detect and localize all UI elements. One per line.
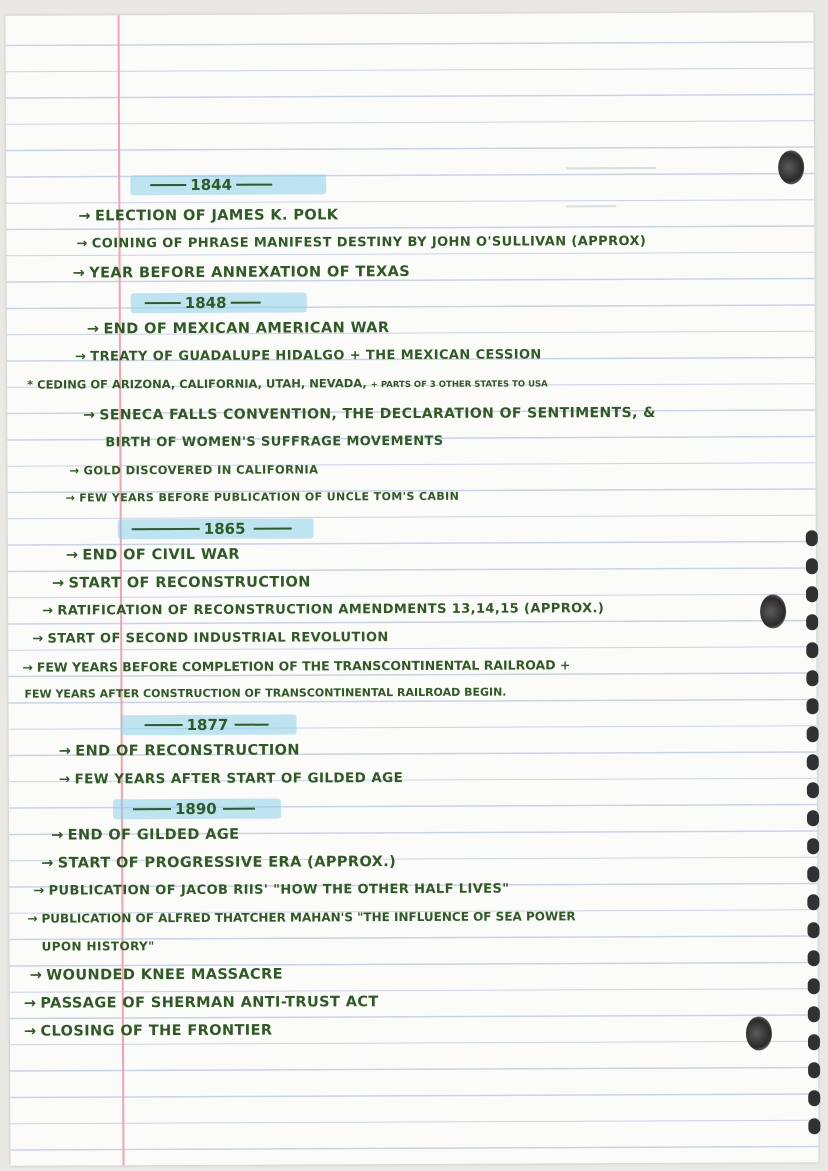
spiral-coil	[808, 1034, 820, 1050]
entry-text: END OF GILDED AGE	[67, 826, 240, 844]
arrow-icon: →	[72, 265, 86, 282]
entry-text-small: + PARTS OF 3 OTHER STATES TO USA	[370, 379, 548, 391]
spiral-coil	[806, 642, 818, 658]
bleed-through	[566, 193, 616, 207]
entry-text: FEW YEARS AFTER START OF GILDED AGE	[74, 770, 404, 788]
arrow-icon: →	[58, 743, 72, 760]
timeline-entry	[33, 882, 509, 899]
binder-hole-middle	[760, 594, 786, 628]
entry-text: START OF SECOND INDUSTRIAL REVOLUTION	[47, 630, 389, 647]
entry-text: PASSAGE OF SHERMAN ANTI-TRUST ACT	[40, 994, 379, 1012]
timeline-entry	[24, 1023, 273, 1040]
timeline-entry	[66, 490, 460, 505]
timeline-entry	[52, 574, 311, 591]
entry-text: FEW YEARS BEFORE COMPLETION OF THE TRANSCONTINENTAL RAILROAD +	[36, 657, 571, 675]
arrow-icon: →	[74, 349, 87, 365]
arrow-icon: →	[51, 827, 64, 844]
bleed-through	[566, 153, 656, 169]
spiral-coil	[808, 1006, 820, 1022]
spiral-coil	[808, 1118, 820, 1134]
entry-text: TREATY OF GUADALUPE HIDALGO + THE MEXICAN CESSION	[90, 347, 542, 365]
spiral-coil	[808, 950, 820, 966]
year-header-1877	[121, 715, 297, 736]
entry-text: BIRTH OF WOMEN'S SUFFRAGE MOVEMENTS	[105, 433, 444, 451]
entry-text: GOLD DISCOVERED IN CALIFORNIA	[83, 462, 319, 478]
year-label: 1865	[203, 519, 246, 538]
timeline-entry	[78, 207, 338, 224]
timeline-entry	[76, 234, 646, 251]
year-header-1848	[131, 292, 307, 313]
binder-hole-bottom	[746, 1016, 772, 1050]
spiral-coil	[807, 838, 819, 854]
timeline-entry	[59, 742, 300, 759]
timeline-entry	[30, 967, 283, 984]
entry-text: CEDING OF ARIZONA, CALIFORNIA, UTAH, NEVADA,	[37, 376, 367, 392]
year-label: 1890	[174, 799, 217, 819]
entry-text: WOUNDED KNEE MASSACRE	[46, 966, 283, 984]
entry-text: UPON HISTORY"	[41, 939, 155, 954]
arrow-icon: →	[29, 967, 43, 984]
year-header-1890	[113, 799, 281, 820]
spiral-coil	[808, 1090, 820, 1106]
spiral-coil	[807, 810, 819, 826]
spiral-coil	[806, 558, 818, 574]
timeline-entry	[66, 547, 240, 564]
timeline-entry	[41, 854, 396, 872]
timeline-entry	[83, 405, 656, 423]
entry-text: CLOSING OF THE FRONTIER	[40, 1022, 273, 1040]
spiral-coil	[807, 866, 819, 882]
entry-text: SENECA FALLS CONVENTION, THE DECLARATION OF SENTIMENTS, &	[99, 404, 656, 424]
arrow-icon: →	[76, 236, 88, 252]
timeline-entry	[38, 939, 155, 954]
timeline-entry	[51, 827, 239, 844]
spiral-coil	[807, 782, 819, 798]
timeline-entry	[22, 657, 570, 674]
timeline-entry	[27, 909, 575, 925]
timeline-entry	[101, 434, 443, 450]
entry-text: END OF MEXICAN AMERICAN WAR	[103, 320, 390, 338]
arrow-icon: →	[51, 575, 65, 592]
arrow-icon: →	[23, 995, 37, 1012]
arrow-icon: →	[33, 883, 45, 899]
entry-text: ELECTION OF JAMES K. POLK	[94, 207, 339, 225]
arrow-icon: →	[78, 208, 91, 225]
entry-text: COINING OF PHRASE MANIFEST DESTINY BY JOHN O'SULLIVAN (APPROX)	[91, 233, 647, 252]
entry-text: YEAR BEFORE ANNEXATION OF TEXAS	[89, 264, 411, 282]
arrow-icon: →	[27, 911, 38, 926]
arrow-icon: →	[32, 631, 44, 647]
arrow-icon: →	[65, 491, 76, 505]
entry-text: RATIFICATION OF RECONSTRUCTION AMENDMENTS 13,14,15 (APPROX.)	[57, 601, 605, 619]
timeline-entry	[24, 994, 379, 1012]
timeline-entry	[59, 770, 404, 788]
arrow-icon: →	[69, 463, 80, 478]
spiral-coil	[806, 530, 818, 546]
arrow-icon: →	[58, 771, 71, 788]
spiral-coil	[806, 586, 818, 602]
entry-text: PUBLICATION OF JACOB RIIS' "HOW THE OTHER HALF LIVES"	[48, 881, 510, 899]
star-icon: *	[27, 377, 34, 392]
timeline-entry	[75, 347, 542, 364]
year-label: 1877	[186, 715, 229, 734]
spiral-coil	[806, 670, 818, 686]
notebook-page	[5, 12, 818, 1166]
timeline-entry	[42, 601, 604, 618]
arrow-icon: →	[86, 321, 100, 338]
year-label: 1844	[190, 175, 233, 194]
entry-text: FEW YEARS BEFORE PUBLICATION OF UNCLE TOM'S CABIN	[79, 489, 460, 505]
entry-text: START OF PROGRESSIVE ERA (APPROX.)	[57, 854, 397, 872]
spiral-coil	[806, 698, 818, 714]
entry-text: END OF CIVIL WAR	[82, 546, 240, 564]
spiral-coil	[807, 726, 819, 742]
entry-text: PUBLICATION OF ALFRED THATCHER MAHAN'S "THE INFLUENCE OF SEA POWER	[41, 909, 576, 926]
timeline-entry	[87, 320, 390, 337]
year-header-1844	[130, 174, 326, 195]
entry-text: START OF RECONSTRUCTION	[68, 574, 311, 592]
timeline-entry	[69, 462, 318, 477]
spiral-coil	[807, 922, 819, 938]
spiral-coil	[808, 978, 820, 994]
timeline-entry	[20, 686, 506, 701]
timeline-entry	[32, 630, 389, 647]
arrow-icon: →	[65, 547, 79, 564]
timeline-entry	[73, 264, 411, 281]
arrow-icon: →	[41, 855, 54, 872]
binder-hole-top	[778, 150, 804, 184]
arrow-icon: →	[83, 407, 96, 424]
spiral-binding	[5, 12, 813, 16]
arrow-icon: →	[23, 1023, 37, 1040]
year-header-1865	[118, 518, 314, 539]
year-label: 1848	[184, 293, 227, 312]
arrow-icon: →	[22, 659, 33, 675]
spiral-coil	[808, 1062, 820, 1078]
timeline-entry	[27, 375, 548, 391]
entry-text: END OF RECONSTRUCTION	[75, 742, 300, 760]
spiral-coil	[807, 894, 819, 910]
entry-text: FEW YEARS AFTER CONSTRUCTION OF TRANSCONTINENTAL RAILROAD BEGIN.	[24, 685, 507, 701]
spiral-coil	[807, 754, 819, 770]
spiral-coil	[806, 614, 818, 630]
arrow-icon: →	[42, 603, 54, 619]
